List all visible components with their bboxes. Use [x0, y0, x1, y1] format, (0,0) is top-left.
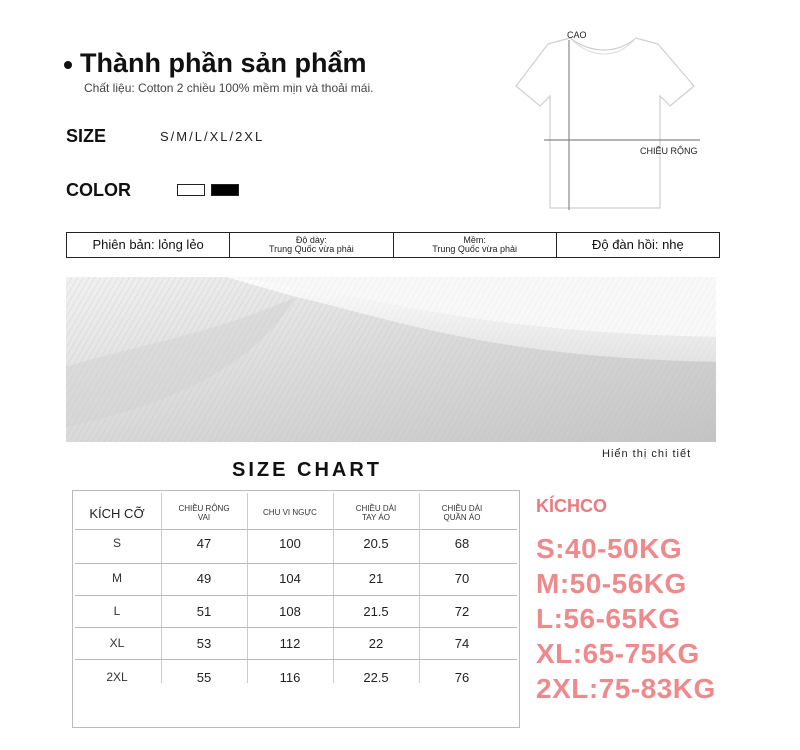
attr-fit	[67, 233, 230, 257]
weight-guide-item: XL:65-75KG	[536, 638, 700, 669]
table-cell: 112	[279, 635, 301, 651]
table-cell: 76	[454, 669, 470, 685]
table-cell: 70	[454, 570, 470, 586]
width-label: CHIỀU RỘNG	[640, 146, 698, 156]
weight-guide-item: S:40-50KG	[536, 533, 683, 564]
column-header-size: KÍCH CỠ	[89, 505, 145, 521]
table-cell: 22.5	[363, 669, 389, 685]
tshirt-icon	[516, 38, 694, 208]
size-label: SIZE	[66, 126, 107, 146]
attribute-table	[66, 232, 720, 258]
column-divider	[333, 493, 334, 683]
table-cell: 68	[454, 535, 470, 551]
attr-softness-label: Mềm:	[463, 234, 486, 245]
table-cell: 21.5	[363, 603, 389, 619]
weight-guide-heading: KÍCHCO	[536, 496, 607, 516]
column-divider	[161, 493, 162, 683]
row-divider	[75, 627, 517, 628]
table-cell: 20.5	[363, 535, 389, 551]
table-cell: 116	[279, 669, 301, 685]
weight-guide-item: M:50-56KG	[536, 568, 687, 599]
column-header-shoulder-l1: CHIỀU RỘNG	[178, 503, 230, 513]
height-label: CAO	[567, 30, 587, 40]
row-divider	[75, 563, 517, 564]
tshirt-measurement-diagram	[508, 28, 723, 218]
attr-softness	[394, 233, 557, 257]
table-cell: 21	[368, 570, 384, 586]
weight-guide-item: L:56-65KG	[536, 603, 681, 634]
attr-thickness-label: Độ dày:	[295, 234, 327, 245]
weight-guide-item: 2XL:75-83KG	[536, 673, 716, 704]
detail-caption: Hiển thị chi tiết	[602, 448, 692, 460]
column-header-length-l2: QUẦN ÁO	[443, 513, 481, 522]
table-cell: L	[113, 604, 121, 618]
attr-elasticity	[557, 233, 719, 257]
table-cell: 22	[368, 635, 384, 651]
size-values: S/M/L/XL/2XL	[160, 129, 265, 144]
table-cell: 100	[279, 535, 301, 551]
bullet-icon	[64, 61, 72, 69]
table-cell: 72	[454, 603, 470, 619]
table-cell: S	[112, 536, 121, 550]
material-description: Chất liệu: Cotton 2 chiều 100% mềm mịn và thoải mái.	[84, 81, 374, 95]
table-cell: 49	[196, 570, 212, 586]
table-cell: XL	[109, 636, 125, 650]
size-chart-title: SIZE CHART	[232, 459, 382, 481]
product-title	[64, 48, 367, 79]
header-divider	[75, 529, 517, 530]
attr-softness-value: Trung Quốc vừa phải	[432, 244, 517, 254]
attr-fit-label: Phiên bản: lỏng lẻo	[92, 237, 204, 253]
attr-thickness	[230, 233, 393, 257]
size-chart-table	[72, 490, 520, 728]
color-label: COLOR	[66, 180, 131, 200]
attr-thickness-value: Trung Quốc vừa phải	[269, 244, 354, 254]
column-divider	[247, 493, 248, 683]
table-cell: 47	[196, 535, 212, 551]
color-swatch-black	[211, 184, 239, 196]
column-divider	[419, 493, 420, 683]
table-cell: 108	[279, 603, 301, 619]
attr-elasticity-label: Độ đàn hồi: nhẹ	[591, 237, 684, 253]
table-cell: 2XL	[106, 670, 128, 684]
table-cell: 74	[454, 635, 470, 651]
column-header-length-l1: CHIỀU DÀI	[441, 503, 483, 513]
column-header-shoulder-l2: VAI	[197, 513, 211, 522]
column-header-sleeve-l1: CHIỀU DÀI	[355, 503, 397, 513]
table-cell: 53	[196, 635, 212, 651]
fabric-detail-image	[66, 277, 716, 442]
column-header-sleeve-l2: TAY ÁO	[361, 513, 390, 522]
color-swatch-white	[177, 184, 205, 196]
row-divider	[75, 659, 517, 660]
table-cell: M	[112, 571, 122, 585]
row-divider	[75, 595, 517, 596]
table-cell: 55	[196, 669, 212, 685]
product-title-text: Thành phần sản phẩm	[80, 48, 367, 78]
table-cell: 51	[196, 603, 212, 619]
table-cell: 104	[279, 570, 301, 586]
column-header-chest: CHU VI NGỰC	[263, 508, 317, 518]
